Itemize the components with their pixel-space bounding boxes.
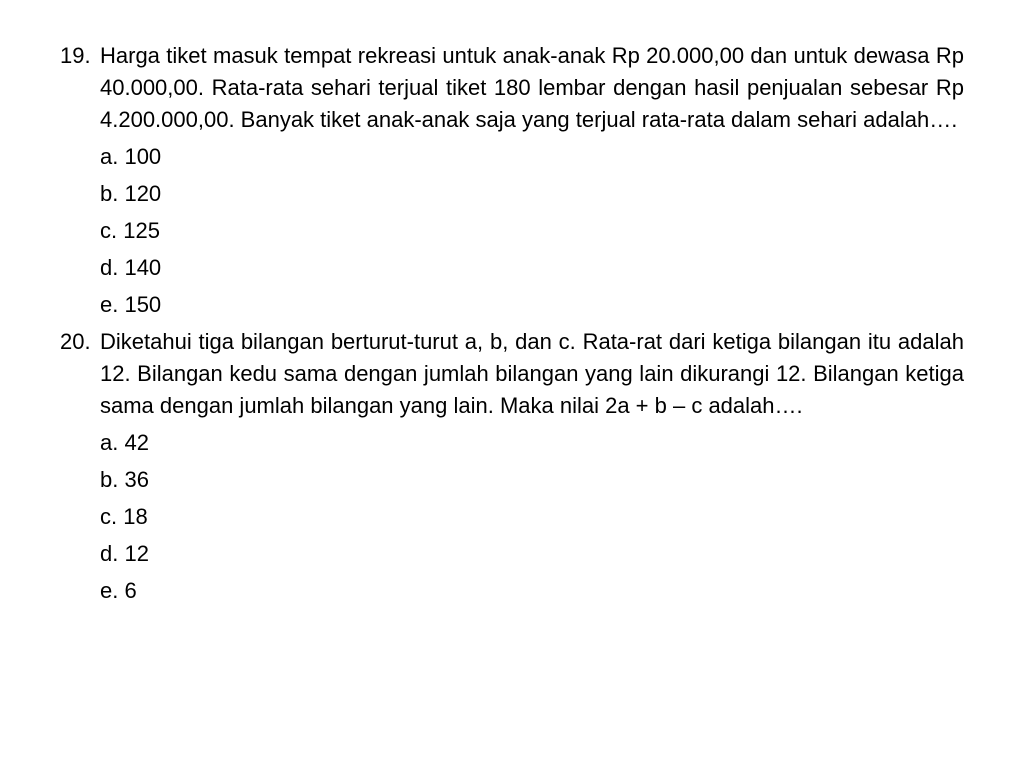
question-number: 19. bbox=[60, 43, 91, 68]
question-text: Diketahui tiga bilangan berturut-turut a, b, dan c. Rata-rat dari ketiga bilangan itu adalah 12. Bilangan kedu sama dengan jumlah bilangan yang lain dikurangi 12. Bilangan ketiga sama dengan jumlah bilangan yang lain. Maka nilai 2a + b – c adalah…. bbox=[100, 329, 964, 418]
option-b: b. 36 bbox=[100, 467, 149, 492]
option-e: e. 6 bbox=[100, 578, 137, 603]
answer-options bbox=[100, 427, 964, 612]
answer-options bbox=[100, 141, 964, 326]
option-e: e. 150 bbox=[100, 292, 162, 317]
option-d: d. 12 bbox=[100, 541, 149, 566]
option-a: a. 42 bbox=[100, 430, 149, 455]
option-b: b. 120 bbox=[100, 181, 162, 206]
option-d: d. 140 bbox=[100, 255, 162, 280]
question-19 bbox=[60, 40, 964, 326]
option-a: a. 100 bbox=[100, 144, 162, 169]
question-number: 20. bbox=[60, 329, 91, 354]
question-text: Harga tiket masuk tempat rekreasi untuk anak-anak Rp 20.000,00 dan untuk dewasa Rp 40.000,00. Rata-rata sehari terjual tiket 180 lembar dengan hasil penjualan sebesar Rp 4.200.000,00. Banyak tiket anak-anak saja yang terjual rata-rata dalam sehari adalah…. bbox=[100, 43, 964, 132]
option-c: c. 18 bbox=[100, 504, 148, 529]
slide-content bbox=[60, 40, 964, 612]
question-20 bbox=[60, 326, 964, 612]
option-c: c. 125 bbox=[100, 218, 160, 243]
